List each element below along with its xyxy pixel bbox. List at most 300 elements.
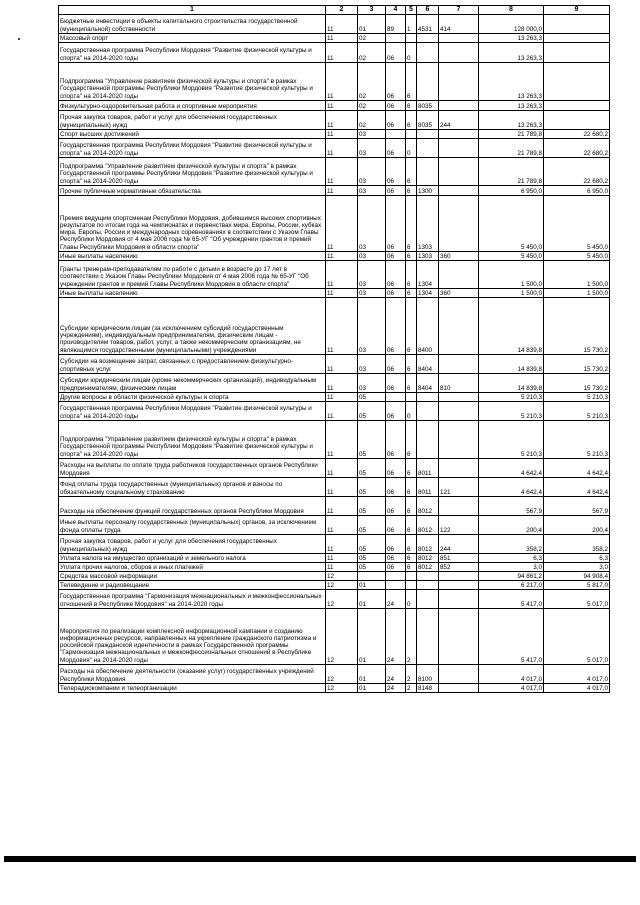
row-name: Физкультурно-оздоровительная работа и спортивные мероприятия: [59, 101, 326, 111]
row-name: Прочие публичные нормативные обязательства: [59, 186, 326, 196]
row-name: Расходы на обеспечение деятельности (оказание услуг) государственных учреждений Республики Мордовия: [59, 665, 326, 684]
subprogram-code: 6: [406, 186, 417, 196]
subprogram-code: 6: [406, 298, 417, 355]
row-name: Другие вопросы в области физической культуры и спорта: [59, 393, 326, 402]
expense-type-code: 852: [439, 563, 479, 572]
item-code: 8035: [417, 111, 439, 130]
section-code: 11: [326, 186, 358, 196]
row-name: Подпрограмма "Управление развитием физической культуры и спорта" в рамках Государственной программы Республики Мордовия "Развитие физической культуры и спорта" на 2014-2020 годы: [59, 63, 326, 101]
table-row: [59, 101, 610, 111]
subsection-code: 02: [358, 101, 386, 111]
table-row: [59, 43, 610, 63]
amount-2016: 22 680,2: [544, 139, 610, 158]
expense-type-code: [439, 130, 479, 139]
section-code: 11: [326, 63, 358, 101]
table-row: [59, 186, 610, 196]
table-row: [59, 554, 610, 563]
amount-2015: 200,4: [479, 516, 544, 535]
table-row: [59, 393, 610, 402]
expense-type-code: [439, 101, 479, 111]
item-code: [417, 139, 439, 158]
amount-2016: 5 450,0: [544, 196, 610, 252]
amount-2016: 4 642,4: [544, 478, 610, 497]
amount-2015: 6,3: [479, 554, 544, 563]
table-row: [59, 563, 610, 572]
amount-2016: 5 450,0: [544, 252, 610, 261]
column-header: 3: [358, 6, 386, 15]
subsection-code: 03: [358, 196, 386, 252]
amount-2015: 358,2: [479, 535, 544, 554]
subprogram-code: 6: [406, 252, 417, 261]
item-code: 8400: [417, 298, 439, 355]
subsection-code: 05: [358, 563, 386, 572]
section-code: 12: [326, 572, 358, 581]
row-name: Иные выплаты населению: [59, 252, 326, 261]
item-code: 1303: [417, 252, 439, 261]
table-row: [59, 421, 610, 459]
section-code: 11: [326, 497, 358, 516]
column-header: 8: [479, 6, 544, 15]
expense-type-code: [439, 355, 479, 374]
section-code: 11: [326, 402, 358, 421]
program-code: [386, 34, 406, 43]
subprogram-code: 6: [406, 63, 417, 101]
subprogram-code: 6: [406, 355, 417, 374]
subprogram-code: 6: [406, 289, 417, 298]
subprogram-code: 0: [406, 139, 417, 158]
row-name: Телерадиокомпании и телеорганизации: [59, 684, 326, 693]
expense-type-code: [439, 393, 479, 402]
table-row: [59, 15, 610, 34]
amount-2016: 22 680,2: [544, 158, 610, 186]
amount-2015: 21 789,8: [479, 130, 544, 139]
item-code: 8012: [417, 554, 439, 563]
expense-type-code: [439, 139, 479, 158]
table-row: [59, 355, 610, 374]
subsection-code: 03: [358, 355, 386, 374]
expense-type-code: [439, 497, 479, 516]
section-code: 12: [326, 581, 358, 590]
subsection-code: 02: [358, 63, 386, 101]
subprogram-code: [406, 581, 417, 590]
program-code: 06: [386, 516, 406, 535]
amount-2015: 14 839,8: [479, 374, 544, 393]
subsection-code: 02: [358, 34, 386, 43]
amount-2016: 5 017,0: [544, 609, 610, 665]
amount-2015: 128 000,0: [479, 15, 544, 34]
subprogram-code: 2: [406, 684, 417, 693]
amount-2016: 15 730,2: [544, 374, 610, 393]
row-name: Прочая закупка товаров, работ и услуг для обеспечения государственных (муниципальных) нужд: [59, 535, 326, 554]
table-row: [59, 609, 610, 665]
table-row: [59, 665, 610, 684]
subsection-code: 02: [358, 111, 386, 130]
item-code: 8404: [417, 355, 439, 374]
subprogram-code: 0: [406, 43, 417, 63]
item-code: 8011: [417, 459, 439, 478]
row-name: Подпрограмма "Управление развитием физической культуры и спорта" в рамках Государственной программы Республики Мордовия "Развитие физической культуры и спорта" на 2014-2020 годы: [59, 421, 326, 459]
subprogram-code: 2: [406, 665, 417, 684]
program-code: 06: [386, 554, 406, 563]
table-row: [59, 158, 610, 186]
table-row: [59, 497, 610, 516]
section-code: 11: [326, 298, 358, 355]
amount-2016: 22 680,2: [544, 130, 610, 139]
program-code: 06: [386, 101, 406, 111]
amount-2016: 6,3: [544, 554, 610, 563]
table-row: [59, 684, 610, 693]
subsection-code: 05: [358, 478, 386, 497]
amount-2015: 6 950,0: [479, 186, 544, 196]
expense-type-code: 810: [439, 374, 479, 393]
row-name: Иные выплаты персоналу государственных (муниципальных) органов, за исключением фонда оплаты труда: [59, 516, 326, 535]
subprogram-code: 1: [406, 15, 417, 34]
amount-2015: 14 839,8: [479, 355, 544, 374]
table-row: [59, 111, 610, 130]
column-header-row: [59, 6, 610, 15]
subprogram-code: 6: [406, 374, 417, 393]
amount-2015: 5 210,3: [479, 402, 544, 421]
column-header: 4: [386, 6, 406, 15]
row-name: Субсидии юридическим лицам (за исключением субсидий государственным учреждениям), индивидуальным предпринимателям, физическим лицам - производителям товаров, работ, услуг, а также некоммерческим организациям, не являющимся государственными (муниципальными) учреждениями: [59, 298, 326, 355]
item-code: 8012: [417, 563, 439, 572]
program-code: 06: [386, 355, 406, 374]
section-code: 11: [326, 393, 358, 402]
section-code: 11: [326, 289, 358, 298]
amount-2015: 6 217,0: [479, 581, 544, 590]
item-code: [417, 63, 439, 101]
section-code: 12: [326, 590, 358, 609]
subprogram-code: 6: [406, 563, 417, 572]
table-row: [59, 459, 610, 478]
item-code: 1304: [417, 289, 439, 298]
subsection-code: 03: [358, 130, 386, 139]
subsection-code: 01: [358, 590, 386, 609]
item-code: [417, 130, 439, 139]
amount-2016: 5 210,3: [544, 421, 610, 459]
amount-2015: 5 450,0: [479, 252, 544, 261]
table-row: [59, 402, 610, 421]
item-code: [417, 590, 439, 609]
subprogram-code: 6: [406, 554, 417, 563]
row-name: Уплата налога на имущество организаций и земельного налога: [59, 554, 326, 563]
subprogram-code: 6: [406, 478, 417, 497]
amount-2016: 358,2: [544, 535, 610, 554]
amount-2015: 5 210,3: [479, 421, 544, 459]
subsection-code: 03: [358, 298, 386, 355]
expense-type-code: 360: [439, 252, 479, 261]
section-code: 11: [326, 15, 358, 34]
amount-2015: 1 500,0: [479, 261, 544, 289]
column-header: 7: [439, 6, 479, 15]
subprogram-code: 2: [406, 609, 417, 665]
amount-2016: 200,4: [544, 516, 610, 535]
section-code: 11: [326, 111, 358, 130]
program-code: 06: [386, 497, 406, 516]
program-code: 24: [386, 684, 406, 693]
amount-2015: 5 417,0: [479, 609, 544, 665]
table-row: [59, 252, 610, 261]
table-row: [59, 590, 610, 609]
subsection-code: 01: [358, 609, 386, 665]
program-code: [386, 572, 406, 581]
amount-2016: 4 642,4: [544, 459, 610, 478]
column-header: 9: [544, 6, 610, 15]
expense-type-code: [439, 459, 479, 478]
item-code: [417, 393, 439, 402]
item-code: 8011: [417, 478, 439, 497]
program-code: 06: [386, 298, 406, 355]
program-code: 24: [386, 609, 406, 665]
program-code: 24: [386, 590, 406, 609]
subsection-code: 01: [358, 15, 386, 34]
subprogram-code: 6: [406, 516, 417, 535]
program-code: [386, 393, 406, 402]
table-row: [59, 139, 610, 158]
row-name: Уплата прочих налогов, сборов и иных платежей: [59, 563, 326, 572]
amount-2016: 15 730,2: [544, 298, 610, 355]
program-code: 06: [386, 261, 406, 289]
expense-type-code: [439, 572, 479, 581]
amount-2015: 94 861,2: [479, 572, 544, 581]
table-row: [59, 261, 610, 289]
subsection-code: 03: [358, 261, 386, 289]
expense-type-code: [439, 261, 479, 289]
amount-2015: 5 417,0: [479, 590, 544, 609]
row-name: Субсидии юридическим лицам (кроме некоммерческих организаций), индивидуальным предпринимателям, физическим лицам: [59, 374, 326, 393]
amount-2016: [544, 63, 610, 101]
subsection-code: 01: [358, 665, 386, 684]
row-name: Иные выплаты населению: [59, 289, 326, 298]
subsection-code: 05: [358, 459, 386, 478]
row-name: Бюджетные инвестиции в объекты капитального строительства государственной (муниципальной) собственности: [59, 15, 326, 34]
expense-type-code: [439, 421, 479, 459]
section-code: 11: [326, 34, 358, 43]
subsection-code: 05: [358, 393, 386, 402]
table-row: [59, 581, 610, 590]
item-code: 1303: [417, 196, 439, 252]
program-code: 06: [386, 63, 406, 101]
row-name: Государственная программа Республики Мордовия "Развитие физической культуры и спорта" на 2014-2020 годы: [59, 139, 326, 158]
expense-type-code: [439, 590, 479, 609]
expense-type-code: [439, 196, 479, 252]
section-code: 11: [326, 101, 358, 111]
column-header: 1: [59, 6, 326, 15]
section-code: 11: [326, 158, 358, 186]
subsection-code: 05: [358, 497, 386, 516]
row-name: Фонд оплаты труда государственных (муниципальных) органов и взносы по обязательному социальному страхованию: [59, 478, 326, 497]
row-name: Расходы на выплаты по оплате труда работников государственных органов Республики Мордовия: [59, 459, 326, 478]
amount-2015: 21 789,8: [479, 139, 544, 158]
section-code: 11: [326, 355, 358, 374]
subsection-code: 03: [358, 139, 386, 158]
section-code: 11: [326, 535, 358, 554]
row-name: Государственная программа Республики Мордовия "Развитие физической культуры и спорта" на 2014-2020 годы: [59, 43, 326, 63]
program-code: 06: [386, 459, 406, 478]
item-code: 8404: [417, 374, 439, 393]
section-code: 11: [326, 478, 358, 497]
section-code: 11: [326, 43, 358, 63]
item-code: [417, 34, 439, 43]
item-code: 8012: [417, 535, 439, 554]
subprogram-code: 0: [406, 590, 417, 609]
subsection-code: 05: [358, 535, 386, 554]
subprogram-code: 6: [406, 196, 417, 252]
item-code: [417, 158, 439, 186]
table-row: [59, 478, 610, 497]
expense-type-code: 360: [439, 289, 479, 298]
item-code: 1300: [417, 186, 439, 196]
item-code: [417, 572, 439, 581]
item-code: 8012: [417, 516, 439, 535]
expense-type-code: [439, 298, 479, 355]
row-name: Государственная программа "Гармонизация межнациональных и межконфессиональных отношений в Республике Мордовия" на 2014-2020 годы: [59, 590, 326, 609]
row-name: Спорт высших достижений: [59, 130, 326, 139]
subsection-code: 05: [358, 402, 386, 421]
subprogram-code: 6: [406, 261, 417, 289]
amount-2015: 13 263,3: [479, 63, 544, 101]
amount-2015: 3,0: [479, 563, 544, 572]
table-row: [59, 516, 610, 535]
section-code: 11: [326, 130, 358, 139]
page-bottom-rule: [4, 856, 636, 862]
amount-2015: 5 210,3: [479, 393, 544, 402]
amount-2016: 5 210,3: [544, 402, 610, 421]
item-code: 8100: [417, 665, 439, 684]
expense-type-code: [439, 402, 479, 421]
item-code: [417, 402, 439, 421]
row-name: Гранты тренерам-преподавателям по работе с детьми в возрасте до 17 лет в соответствии с Указом Главы Республики Мордовия от 4 мая 2006 года № 65-УГ "Об учреждении грантов и премий Главы Республики Мордовия в области спорта": [59, 261, 326, 289]
item-code: 8035: [417, 101, 439, 111]
amount-2016: 4 017,0: [544, 684, 610, 693]
amount-2016: 1 500,0: [544, 289, 610, 298]
expense-type-code: 851: [439, 554, 479, 563]
subprogram-code: 6: [406, 421, 417, 459]
subprogram-code: 6: [406, 158, 417, 186]
expense-type-code: [439, 609, 479, 665]
amount-2016: 3,0: [544, 563, 610, 572]
program-code: 06: [386, 563, 406, 572]
item-code: 4531: [417, 15, 439, 34]
row-name: Массовый спорт: [59, 34, 326, 43]
row-name: Подпрограмма "Управление развитием физической культуры и спорта" в рамках Государственной программы Республики Мордовия "Развитие физической культуры и спорта" на 2014-2020 годы: [59, 158, 326, 186]
row-name: Прочая закупка товаров, работ и услуг для обеспечения государственных (муниципальных) нужд: [59, 111, 326, 130]
section-code: 11: [326, 563, 358, 572]
table-row: [59, 63, 610, 101]
program-code: [386, 130, 406, 139]
subsection-code: 03: [358, 252, 386, 261]
row-name: Субсидии на возмещение затрат, связанных с предоставлением физкультурно-спортивных услуг: [59, 355, 326, 374]
amount-2016: [544, 101, 610, 111]
amount-2015: 5 450,0: [479, 196, 544, 252]
row-name: Государственная программа Республики Мордовия "Развитие физической культуры и спорта" на 2014-2020 годы: [59, 402, 326, 421]
table-row: [59, 34, 610, 43]
amount-2015: 13 263,3: [479, 43, 544, 63]
amount-2016: 4 017,0: [544, 665, 610, 684]
row-name: Телевидение и радиовещание: [59, 581, 326, 590]
amount-2015: 21 789,8: [479, 158, 544, 186]
section-code: 11: [326, 421, 358, 459]
expense-type-code: [439, 63, 479, 101]
amount-2016: [544, 111, 610, 130]
table-row: [59, 130, 610, 139]
subprogram-code: 6: [406, 459, 417, 478]
column-header: 2: [326, 6, 358, 15]
expense-type-code: [439, 34, 479, 43]
program-code: [386, 581, 406, 590]
amount-2016: 567,9: [544, 497, 610, 516]
row-name: Расходы на обеспечение функций государственных органов Республики Мордовия: [59, 497, 326, 516]
subprogram-code: [406, 130, 417, 139]
amount-2015: 13 263,3: [479, 111, 544, 130]
amount-2015: 13 263,3: [479, 34, 544, 43]
program-code: 06: [386, 478, 406, 497]
program-code: 24: [386, 665, 406, 684]
subsection-code: 02: [358, 43, 386, 63]
expense-type-code: [439, 581, 479, 590]
amount-2015: 4 642,4: [479, 459, 544, 478]
subsection-code: [358, 572, 386, 581]
item-code: [417, 43, 439, 63]
program-code: 06: [386, 252, 406, 261]
column-header: 6: [417, 6, 439, 15]
table-row: [59, 535, 610, 554]
amount-2016: [544, 43, 610, 63]
item-code: 8012: [417, 497, 439, 516]
expense-type-code: [439, 158, 479, 186]
expense-type-code: [439, 665, 479, 684]
expense-type-code: 121: [439, 478, 479, 497]
amount-2016: 5 817,0: [544, 581, 610, 590]
section-code: 11: [326, 261, 358, 289]
expense-type-code: 414: [439, 15, 479, 34]
amount-2015: 13 263,3: [479, 101, 544, 111]
table-row: [59, 298, 610, 355]
section-code: 12: [326, 665, 358, 684]
scan-speck: [18, 38, 20, 40]
subsection-code: 05: [358, 516, 386, 535]
table-row: [59, 196, 610, 252]
subsection-code: 03: [358, 186, 386, 196]
program-code: 06: [386, 139, 406, 158]
subsection-code: 01: [358, 581, 386, 590]
item-code: [417, 581, 439, 590]
expense-type-code: [439, 684, 479, 693]
item-code: 1304: [417, 261, 439, 289]
program-code: 06: [386, 158, 406, 186]
amount-2016: 5 210,3: [544, 393, 610, 402]
table-row: [59, 572, 610, 581]
program-code: 06: [386, 196, 406, 252]
item-code: 8148: [417, 684, 439, 693]
program-code: 06: [386, 402, 406, 421]
table-row: [59, 289, 610, 298]
section-code: 11: [326, 374, 358, 393]
item-code: [417, 609, 439, 665]
program-code: 06: [386, 374, 406, 393]
program-code: 89: [386, 15, 406, 34]
amount-2016: 94 908,4: [544, 572, 610, 581]
amount-2016: 1 500,0: [544, 261, 610, 289]
subsection-code: 03: [358, 289, 386, 298]
section-code: 11: [326, 139, 358, 158]
section-code: 12: [326, 609, 358, 665]
amount-2015: 4 642,4: [479, 478, 544, 497]
amount-2016: 6 950,0: [544, 186, 610, 196]
subprogram-code: 6: [406, 535, 417, 554]
row-name: Средства массовой информации: [59, 572, 326, 581]
subprogram-code: 6: [406, 497, 417, 516]
